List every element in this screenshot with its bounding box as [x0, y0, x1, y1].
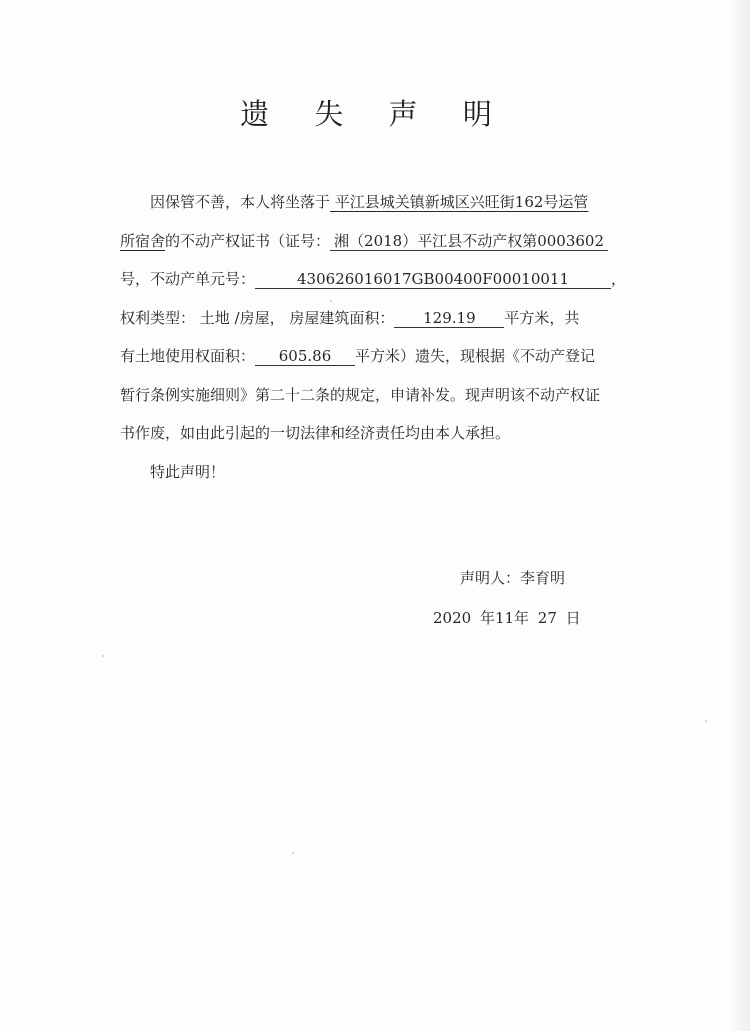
unit-comma: ，: [611, 270, 627, 288]
declarant-signature: 声明人：李育明: [460, 569, 566, 587]
body-line-3: [120, 260, 635, 299]
scan-speck: [292, 852, 294, 854]
land-area: 605.86: [255, 347, 355, 366]
body-line-6: 暂行条例实施细则》第二十二条的规定，申请补发。现声明该不动产权证: [120, 385, 601, 404]
closing-statement: 特此声明！: [150, 462, 226, 481]
unit-number: 430626016017GB00400F00010011: [255, 270, 611, 289]
land-area-label: 有土地使用权面积：: [120, 347, 256, 365]
document-title: 遗 失 声 明: [240, 97, 510, 131]
rights-type-text: 权利类型： 土地 /房屋， 房屋建筑面积：: [120, 308, 395, 327]
body-line-2: [120, 222, 635, 261]
building-area: 129.19: [394, 309, 504, 328]
body-line-7: 书作废，如由此引起的一切法律和经济责任均由本人承担。: [120, 424, 511, 442]
intro-text: 因保管不善，本人将坐落于: [150, 193, 331, 211]
cert-intro-text: 的不动产权证书（证号：: [165, 231, 331, 250]
building-area-unit: 平方米，共: [504, 308, 580, 327]
land-area-unit: 平方米）遗失，现根据《不动产登记: [355, 347, 596, 365]
declaration-body: [120, 183, 635, 491]
scan-speck: [330, 300, 332, 302]
body-line-4: [120, 299, 635, 338]
scan-speck: [102, 655, 104, 657]
property-address-cont: 所宿舍: [120, 231, 166, 250]
scan-speck: [705, 720, 707, 722]
property-address: 平江县城关镇新城区兴旺街162号运管: [330, 193, 589, 211]
declaration-date: 2020 年11年 27 日: [433, 609, 581, 627]
scan-edge-shadow: [728, 0, 750, 1031]
certificate-number: 湘（2018）平江县不动产权第0003602: [330, 232, 608, 251]
body-line-5: [120, 337, 635, 376]
body-line-1: [120, 183, 635, 222]
unit-label: 号，不动产单元号：: [120, 270, 256, 288]
